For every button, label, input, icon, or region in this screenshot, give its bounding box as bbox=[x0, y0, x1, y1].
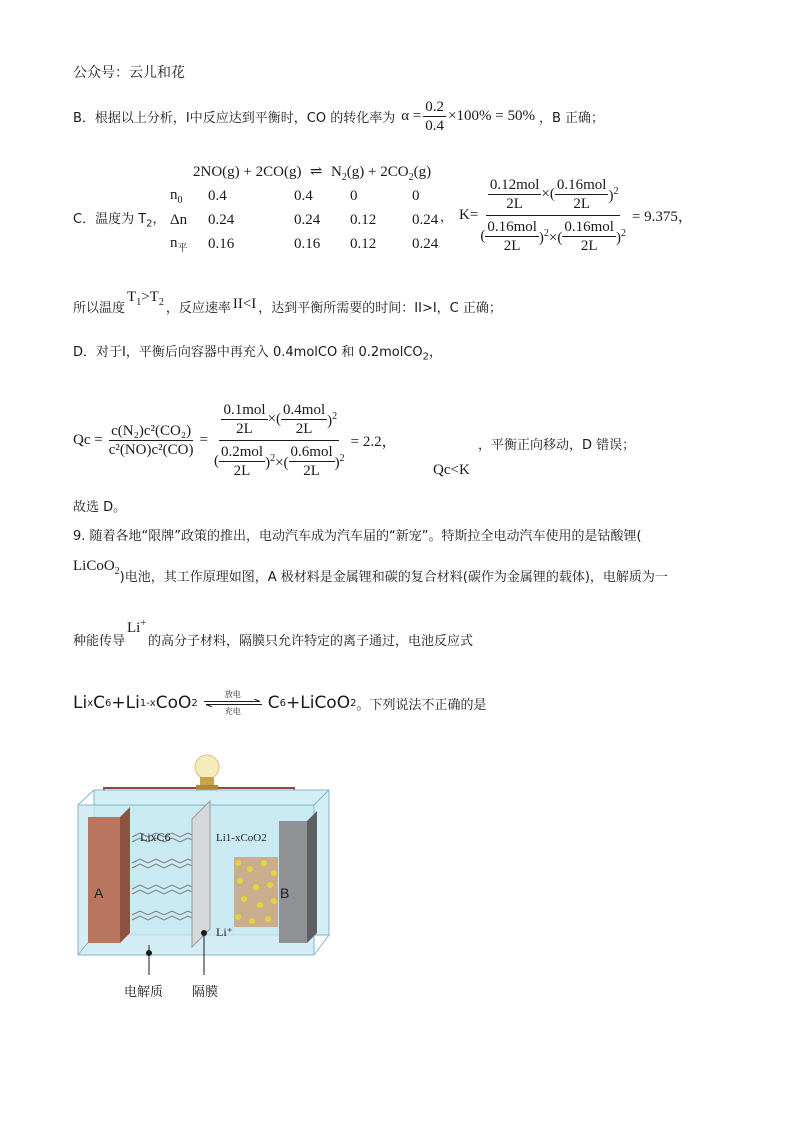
qc-compare: Qc<K bbox=[433, 462, 470, 478]
qc-result: = 2.2， bbox=[350, 433, 397, 450]
alpha-denominator: 0.4 bbox=[425, 117, 445, 134]
electrode-b-label: B bbox=[280, 885, 290, 901]
table-cell: 0 bbox=[412, 187, 420, 204]
conclusion: 故选 D。 bbox=[73, 500, 127, 515]
k-num-a-den: 2L bbox=[506, 195, 523, 212]
k-label: K= bbox=[459, 206, 479, 223]
section-c-lead bbox=[73, 208, 166, 230]
table-cell: 0 bbox=[350, 187, 358, 204]
equilibrium-arrow-icon: ⇌ bbox=[309, 164, 323, 180]
battery-diagram bbox=[74, 745, 336, 1000]
cathode-material-label: Li1-xCoO2 bbox=[216, 832, 267, 844]
section-b-tail: ，B 正确； bbox=[538, 110, 605, 126]
line3-b: 的高分子材料，隔膜只允许特定的离子通过，电池反应式 bbox=[148, 634, 474, 649]
section-b bbox=[73, 94, 604, 138]
table-cell: 0.12 bbox=[350, 211, 377, 228]
reversible-arrow bbox=[204, 690, 262, 716]
k-den-b-den: 2L bbox=[580, 237, 598, 254]
section-d-line: D．对于I，平衡后向容器中再充入 0.4molCO 和 0.2molCO$_2$， bbox=[73, 345, 443, 363]
qc-value-fraction: $\frac{\text{0.1mol}}{2L}$ ×( $\frac{\text{0.4mol}}{2L}$ )$^2$ ( $\frac{\text{0.2mol}}{2L}$ )$^2$×( $\frac{\text{0.6mol}}{2L}$ )$^2$ bbox=[213, 401, 345, 479]
temp-relation: $T_1>T_2$ bbox=[127, 289, 164, 308]
qc-definition bbox=[107, 422, 196, 459]
qc-d-den: 2L bbox=[303, 462, 320, 479]
rate-relation: II<I bbox=[232, 296, 257, 312]
line3-a: 种能传导 bbox=[73, 634, 126, 649]
section-c-lead-sub: 2 bbox=[146, 218, 153, 230]
ice-row-equilibrium bbox=[170, 232, 452, 256]
row-label: n bbox=[170, 234, 178, 251]
row-label: Δn bbox=[170, 211, 188, 228]
line2-a: 所以温度 bbox=[73, 301, 126, 316]
alpha-fraction bbox=[423, 98, 446, 135]
li-ion: Li+ bbox=[127, 618, 146, 636]
k-den-a: 0.16mol bbox=[487, 218, 537, 235]
qc-c-den: 2L bbox=[233, 462, 251, 479]
reaction-right-n: N bbox=[330, 164, 342, 180]
battery-diagram-svg bbox=[74, 745, 336, 1000]
table-cell: 0.24 bbox=[208, 211, 235, 228]
line2-b: ，反应速率 bbox=[165, 301, 231, 316]
table-cell: 0.12 bbox=[350, 235, 377, 252]
qc-label: Qc = bbox=[73, 431, 103, 448]
crystal-structure-icon bbox=[234, 857, 278, 927]
reaction-right-mid: (g) + 2CO bbox=[346, 164, 409, 180]
qc-def-num: c(N₂)c²(CO₂) bbox=[111, 422, 192, 439]
qc-a-den: 2L bbox=[236, 420, 253, 437]
qc-a-num: 0.1mol bbox=[223, 401, 266, 418]
table-cell: 0.24 bbox=[294, 211, 321, 228]
reaction-right-end: (g) bbox=[413, 164, 432, 180]
table-cell: 0.24 bbox=[412, 211, 439, 228]
electrolyte-label: 电解质 bbox=[124, 985, 164, 1000]
qc-d-num: 0.6mol bbox=[290, 443, 333, 460]
separator-label: 隔膜 bbox=[192, 985, 219, 1000]
ice-row-change bbox=[170, 208, 452, 232]
table-cell: 0.24 bbox=[412, 235, 439, 252]
reversible-arrow-icon bbox=[204, 699, 262, 707]
k-expression: ， K= $\frac{\text{0.12mol}}{2L}$ ×( $\frac{\text{0.16mol}}{2L}$ )$^2$ ( $\frac{\text{0.16mol}}{2L}$ )$^2$×( $\frac{\text{0.16mol}}{2L}$ )$^2$ = 9.375， bbox=[440, 176, 693, 254]
k-main-fraction: $\frac{\text{0.12mol}}{2L}$ ×( $\frac{\text{0.16mol}}{2L}$ )$^2$ ( $\frac{\text{0.16mol}}{2L}$ )$^2$×( $\frac{\text{0.16mol}}{2L}$ )$^2$ bbox=[480, 176, 626, 254]
section-c-lead-tail: ， bbox=[152, 212, 166, 227]
row-label-sub: 0 bbox=[177, 194, 183, 206]
k-num-a: 0.12mol bbox=[489, 176, 540, 193]
k-num-b: 0.16mol bbox=[556, 176, 607, 193]
k-den-a-den: 2L bbox=[503, 237, 521, 254]
qc-b-den: 2L bbox=[295, 420, 313, 437]
anode-material-label: LixC6 bbox=[140, 830, 171, 844]
separator-membrane bbox=[192, 801, 210, 947]
electrode-a-label: A bbox=[94, 885, 104, 901]
section-d-tail: ，平衡正向移动，D 错误； bbox=[478, 438, 636, 453]
k-result: = 9.375， bbox=[631, 208, 693, 225]
section-c-line2 bbox=[73, 289, 502, 316]
reaction-equation: 2NO(g) + 2CO(g) ⇌ $N_2(g) + 2CO_2(g)$ bbox=[193, 164, 432, 183]
licoo2-formula: LiCoO$_2$ bbox=[73, 558, 120, 577]
section-c-lead-text: C．温度为 T bbox=[73, 212, 147, 227]
section-b-text: B．根据以上分析，I中反应达到平衡时，CO 的转化率为 bbox=[73, 110, 396, 126]
watermark-header: 公众号：云儿和花 bbox=[73, 65, 185, 81]
lithium-ion-label: Li⁺ bbox=[216, 925, 233, 939]
ice-row-initial bbox=[170, 184, 452, 208]
table-cell: 0.4 bbox=[208, 187, 227, 204]
battery-equation: Li x C 6 +Li 1-x CoO 2 放电 充电 C 6 +LiCoO 2 。下列说法不正确的是 bbox=[73, 690, 487, 716]
row-label: n bbox=[170, 186, 178, 203]
question9-line2-text: )电池，其工作原理如图，A 极材料是金属锂和碳的复合材料(碳作为金属锂的载体)，电解质为一 bbox=[119, 570, 668, 585]
equation-tail: 。下列说法不正确的是 bbox=[356, 697, 487, 713]
reaction-left: 2NO(g) + 2CO(g) bbox=[193, 164, 302, 180]
question9-line1: 9. 随着各地“限牌”政策的推出，电动汽车成为汽车届的“新宠”。特斯拉全电动汽车使用的是钴酸锂( bbox=[73, 529, 642, 544]
k-num-b-den: 2L bbox=[573, 195, 590, 212]
question9-line2 bbox=[73, 558, 668, 585]
qc-expression: Qc = $\frac{\text{c(N₂)c²(CO₂)}}{\text{c²(NO)c²(CO)}}$ = $\frac{\text{0.1mol}}{2L}$ ×( $\frac{\text{0.4mol}}{2L}$ )$^2$ ( $\frac{\text{0.2mol}}{2L}$ )$^2$×( $\frac{\text{0.6mol}}{2L}$ )$^2$ = 2.2， bbox=[73, 401, 397, 479]
alpha-rhs: ×100% = 50% bbox=[448, 107, 535, 124]
alpha-lhs: α = bbox=[401, 107, 422, 124]
k-den-b: 0.16mol bbox=[564, 218, 614, 235]
qc-def-den: c²(NO)c²(CO) bbox=[108, 441, 194, 458]
line2-c: ，达到平衡所需要的时间：II>I，C 正确； bbox=[258, 301, 502, 316]
table-cell: 0.16 bbox=[208, 235, 235, 252]
arrow-bottom-label: 充电 bbox=[224, 707, 241, 716]
ice-table bbox=[170, 184, 452, 256]
question9-line3 bbox=[73, 618, 474, 649]
qc-b-num: 0.4mol bbox=[283, 401, 326, 418]
electrode-a bbox=[88, 807, 130, 943]
table-cell: 0.16 bbox=[294, 235, 321, 252]
electrode-b bbox=[279, 811, 317, 943]
alpha-numerator: 0.2 bbox=[425, 98, 445, 115]
qc-c-num: 0.2mol bbox=[220, 443, 264, 460]
table-cell: 0.4 bbox=[294, 187, 313, 204]
row-label-sub: 平 bbox=[177, 242, 188, 254]
bulb-icon bbox=[195, 755, 219, 790]
arrow-top-label: 放电 bbox=[224, 690, 241, 699]
